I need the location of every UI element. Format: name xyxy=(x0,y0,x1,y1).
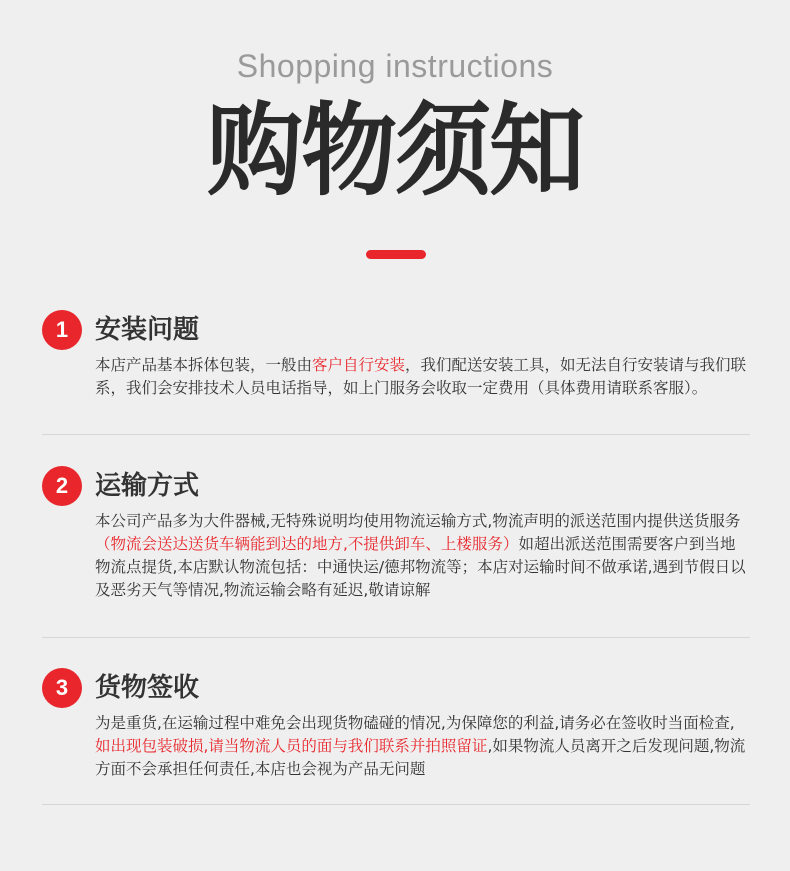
body-text: ，我们配送安装工具，如无法自行安装请与我们联系，我们会安排技术人员电话指导，如上门服务会收取一定费用（具体费用请联系客服）。 xyxy=(95,356,747,397)
body-text: ,如果物流人员离开之后发现问题,物流方面不会承担任何责任,本店也会视为产品无问题 xyxy=(95,737,746,778)
section-number-badge: 2 xyxy=(42,466,82,506)
section-title: 运输方式 xyxy=(95,471,200,501)
body-highlight: 如出现包装破损,请当物流人员的面与我们联系并拍照留证 xyxy=(95,737,488,755)
section-divider xyxy=(42,434,750,435)
section-number-badge: 3 xyxy=(42,668,82,708)
section-body xyxy=(95,510,750,602)
body-text: 为是重货,在运输过程中难免会出现货物磕碰的情况,为保障您的利益,请务必在签收时当面检查, xyxy=(95,714,735,732)
page-title: 购物须知 xyxy=(207,92,583,210)
section-body xyxy=(95,354,750,400)
body-text: 本公司产品多为大件器械,无特殊说明均使用物流运输方式,物流声明的派送范围内提供送货服务 xyxy=(95,512,741,530)
section-divider xyxy=(42,804,750,805)
section-title: 安装问题 xyxy=(95,315,200,345)
section-number-badge: 1 xyxy=(42,310,82,350)
body-text: 本店产品基本拆体包装，一般由 xyxy=(95,356,313,374)
page-subtitle: Shopping instructions xyxy=(236,48,554,84)
body-highlight: （物流会送达送货车辆能到达的地方,不提供卸车、上楼服务） xyxy=(95,535,519,553)
section-divider xyxy=(42,637,750,638)
body-text: 如超出派送范围需要客户到当地物流点提货,本店默认物流包括：中通快运/德邦物流等；本店对运输时间不做承诺,遇到节假日以及恶劣天气等情况,物流运输会略有延迟,敬请谅解 xyxy=(95,535,746,599)
title-accent-bar xyxy=(366,250,426,259)
section-title: 货物签收 xyxy=(95,673,200,703)
section-body xyxy=(95,712,750,781)
body-highlight: 客户自行安装 xyxy=(312,356,406,374)
